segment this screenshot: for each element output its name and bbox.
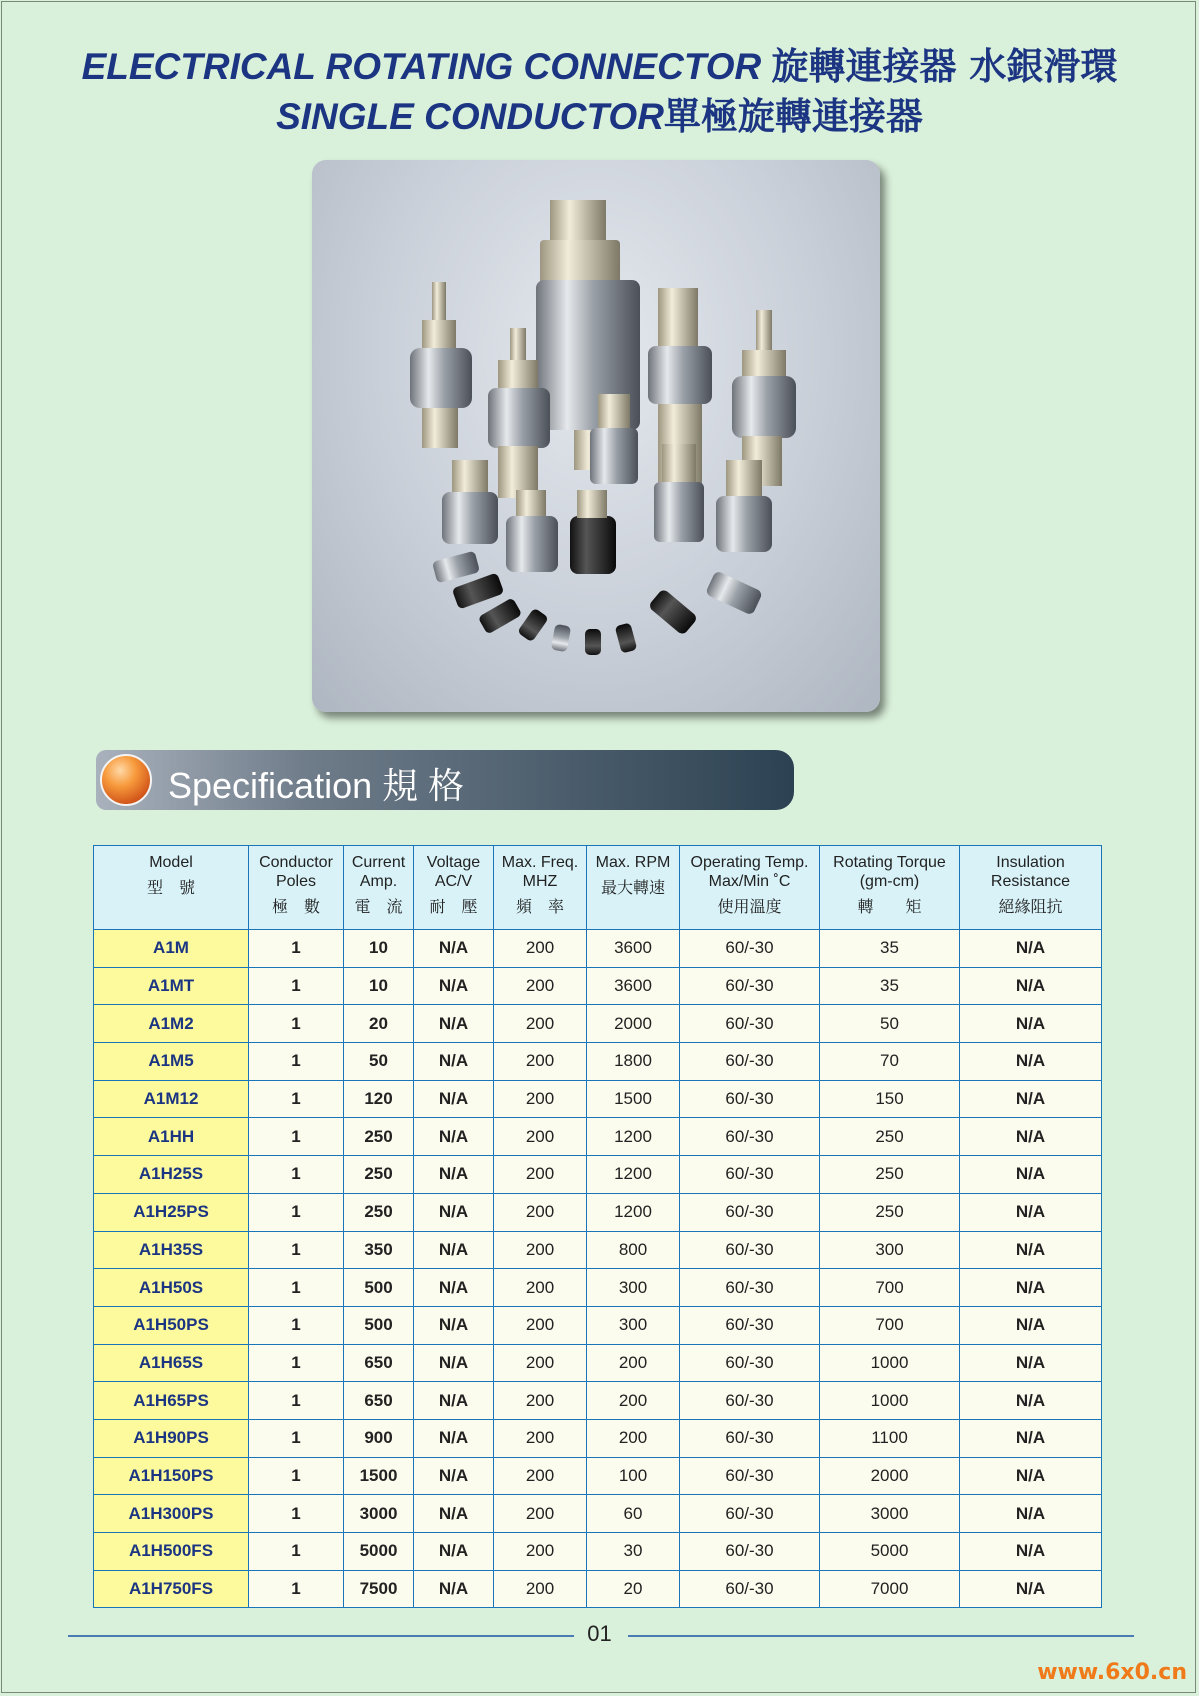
table-cell: 1800 <box>587 1043 680 1081</box>
table-cell: 60/-30 <box>680 1156 820 1194</box>
table-row <box>94 1419 1102 1457</box>
table-cell: 1100 <box>820 1419 960 1457</box>
table-cell: 200 <box>587 1419 680 1457</box>
column-header <box>820 846 960 930</box>
table-cell: N/A <box>960 1156 1102 1194</box>
table-cell: N/A <box>414 1005 494 1043</box>
table-cell: 1500 <box>587 1080 680 1118</box>
table-cell: 200 <box>494 1495 587 1533</box>
column-header-zh: 頻 率 <box>515 897 564 916</box>
table-cell: N/A <box>414 1080 494 1118</box>
table-cell: 200 <box>494 1533 587 1571</box>
table-cell: 60/-30 <box>680 1344 820 1382</box>
table-cell: N/A <box>960 1080 1102 1118</box>
table-cell: N/A <box>414 1382 494 1420</box>
model-cell: A1H25S <box>94 1156 249 1194</box>
table-cell: 60 <box>587 1495 680 1533</box>
table-cell: N/A <box>414 930 494 968</box>
table-cell: 200 <box>494 1457 587 1495</box>
table-cell: 5000 <box>820 1533 960 1571</box>
table-cell: 1 <box>249 1005 344 1043</box>
table-cell: 500 <box>344 1269 414 1307</box>
table-cell: 1200 <box>587 1193 680 1231</box>
table-cell: N/A <box>414 1269 494 1307</box>
table-cell: 1 <box>249 1382 344 1420</box>
model-cell: A1H50PS <box>94 1306 249 1344</box>
table-cell: 60/-30 <box>680 1533 820 1571</box>
table-cell: 200 <box>494 1570 587 1608</box>
table-cell: 50 <box>820 1005 960 1043</box>
table-cell: N/A <box>960 1419 1102 1457</box>
table-cell: 30 <box>587 1533 680 1571</box>
table-cell: N/A <box>414 1156 494 1194</box>
table-cell: 20 <box>344 1005 414 1043</box>
orange-bullet-icon <box>100 754 152 806</box>
table-cell: 200 <box>494 1005 587 1043</box>
table-row <box>94 1156 1102 1194</box>
model-cell: A1H90PS <box>94 1419 249 1457</box>
model-cell: A1H300PS <box>94 1495 249 1533</box>
spec-title: Specification 規 格 <box>168 765 465 806</box>
column-header-en: Max. RPM <box>595 854 671 871</box>
table-cell: N/A <box>414 1043 494 1081</box>
page-number: 01 <box>587 1621 612 1646</box>
table-cell: 200 <box>494 1043 587 1081</box>
table-cell: N/A <box>414 967 494 1005</box>
model-cell: A1H50S <box>94 1269 249 1307</box>
table-cell: 900 <box>344 1419 414 1457</box>
table-row <box>94 1344 1102 1382</box>
table-cell: 3000 <box>344 1495 414 1533</box>
table-cell: 1 <box>249 1419 344 1457</box>
table-cell: 700 <box>820 1269 960 1307</box>
model-cell: A1H500FS <box>94 1533 249 1571</box>
table-cell: N/A <box>414 1533 494 1571</box>
table-cell: N/A <box>414 1118 494 1156</box>
table-cell: 60/-30 <box>680 1495 820 1533</box>
model-cell: A1MT <box>94 967 249 1005</box>
column-header <box>249 846 344 930</box>
table-cell: 700 <box>820 1306 960 1344</box>
model-cell: A1H750FS <box>94 1570 249 1608</box>
watermark: www.6x0.cn <box>1037 1660 1187 1685</box>
column-header-en: Voltage AC/V <box>426 854 481 890</box>
table-cell: N/A <box>414 1457 494 1495</box>
table-cell: 7500 <box>344 1570 414 1608</box>
table-cell: 200 <box>494 1080 587 1118</box>
column-header <box>680 846 820 930</box>
column-header-en: Insulation Resistance <box>990 854 1071 890</box>
table-cell: 60/-30 <box>680 967 820 1005</box>
table-cell: 35 <box>820 967 960 1005</box>
table-cell: 200 <box>587 1344 680 1382</box>
table-row <box>94 1457 1102 1495</box>
table-cell: N/A <box>960 1269 1102 1307</box>
column-header <box>344 846 414 930</box>
model-cell: A1H35S <box>94 1231 249 1269</box>
table-cell: 250 <box>344 1118 414 1156</box>
column-header-zh: 絕緣阻抗 <box>998 897 1063 916</box>
table-cell: 50 <box>344 1043 414 1081</box>
table-cell: 5000 <box>344 1533 414 1571</box>
table-cell: 1000 <box>820 1344 960 1382</box>
table-cell: 1200 <box>587 1118 680 1156</box>
page-title: ELECTRICAL ROTATING CONNECTOR 旋轉連接器 水銀滑環 <box>81 45 1118 88</box>
table-row <box>94 1570 1102 1608</box>
table-cell: 10 <box>344 967 414 1005</box>
table-row <box>94 1005 1102 1043</box>
column-header <box>960 846 1102 930</box>
table-cell: 1 <box>249 1533 344 1571</box>
column-header-en: Current Amp. <box>351 854 406 890</box>
table-cell: 60/-30 <box>680 1382 820 1420</box>
table-cell: 1 <box>249 1344 344 1382</box>
table-cell: 1 <box>249 1269 344 1307</box>
table-cell: 3600 <box>587 967 680 1005</box>
table-row <box>94 1080 1102 1118</box>
column-header-en: Max. Freq. MHZ <box>501 854 579 890</box>
table-cell: 60/-30 <box>680 1231 820 1269</box>
table-cell: 200 <box>494 1231 587 1269</box>
table-cell: 60/-30 <box>680 930 820 968</box>
table-cell: 1 <box>249 1043 344 1081</box>
model-cell: A1M2 <box>94 1005 249 1043</box>
table-cell: 1 <box>249 1306 344 1344</box>
table-row <box>94 1495 1102 1533</box>
table-cell: N/A <box>960 1005 1102 1043</box>
column-header <box>94 846 249 930</box>
table-cell: N/A <box>960 1495 1102 1533</box>
table-cell: N/A <box>414 1495 494 1533</box>
table-cell: 650 <box>344 1382 414 1420</box>
column-header-en: Model <box>149 854 193 871</box>
table-row <box>94 1118 1102 1156</box>
table-cell: 150 <box>820 1080 960 1118</box>
table-cell: 1000 <box>820 1382 960 1420</box>
table-cell: 60/-30 <box>680 1080 820 1118</box>
table-cell: 20 <box>587 1570 680 1608</box>
table-cell: N/A <box>414 1193 494 1231</box>
column-header-zh: 轉 矩 <box>857 897 922 916</box>
table-cell: 1500 <box>344 1457 414 1495</box>
table-cell: N/A <box>414 1344 494 1382</box>
table-cell: N/A <box>960 1382 1102 1420</box>
table-row <box>94 1193 1102 1231</box>
column-header-zh: 最大轉速 <box>600 878 665 897</box>
model-cell: A1H150PS <box>94 1457 249 1495</box>
table-cell: 60/-30 <box>680 1118 820 1156</box>
table-cell: 70 <box>820 1043 960 1081</box>
table-cell: 200 <box>494 1156 587 1194</box>
table-cell: N/A <box>414 1419 494 1457</box>
table-cell: 60/-30 <box>680 1005 820 1043</box>
column-header-zh: 型 號 <box>146 878 195 897</box>
spec-table <box>93 845 1102 1608</box>
column-header-zh: 耐 壓 <box>429 897 478 916</box>
table-cell: 1 <box>249 1156 344 1194</box>
table-cell: 60/-30 <box>680 1193 820 1231</box>
table-cell: 1200 <box>587 1156 680 1194</box>
connectors-illustration <box>312 160 880 712</box>
table-cell: 300 <box>587 1269 680 1307</box>
table-cell: N/A <box>960 1457 1102 1495</box>
table-cell: 200 <box>494 1118 587 1156</box>
table-cell: 3000 <box>820 1495 960 1533</box>
table-cell: 1 <box>249 1570 344 1608</box>
table-cell: N/A <box>414 1231 494 1269</box>
table-row <box>94 1533 1102 1571</box>
table-row <box>94 1043 1102 1081</box>
table-cell: N/A <box>960 1533 1102 1571</box>
model-cell: A1HH <box>94 1118 249 1156</box>
table-cell: 200 <box>494 1193 587 1231</box>
table-cell: 200 <box>494 1269 587 1307</box>
table-cell: N/A <box>960 967 1102 1005</box>
table-cell: 1 <box>249 967 344 1005</box>
table-cell: N/A <box>960 1344 1102 1382</box>
table-cell: N/A <box>960 1043 1102 1081</box>
table-cell: 10 <box>344 930 414 968</box>
table-cell: 2000 <box>820 1457 960 1495</box>
table-cell: N/A <box>960 930 1102 968</box>
table-cell: 35 <box>820 930 960 968</box>
table-cell: 650 <box>344 1344 414 1382</box>
table-cell: 60/-30 <box>680 1457 820 1495</box>
table-cell: 200 <box>494 1419 587 1457</box>
table-cell: 200 <box>494 1306 587 1344</box>
table-cell: 120 <box>344 1080 414 1118</box>
table-cell: 250 <box>820 1193 960 1231</box>
column-header-zh: 電 流 <box>354 897 403 916</box>
column-header-zh: 極 數 <box>271 897 320 916</box>
table-row <box>94 1269 1102 1307</box>
table-cell: 7000 <box>820 1570 960 1608</box>
table-cell: 200 <box>587 1382 680 1420</box>
table-cell: 100 <box>587 1457 680 1495</box>
table-cell: 60/-30 <box>680 1306 820 1344</box>
column-header-en: Operating Temp. Max/Min ˚C <box>690 854 809 890</box>
table-row <box>94 930 1102 968</box>
table-cell: N/A <box>960 1570 1102 1608</box>
table-cell: 1 <box>249 1080 344 1118</box>
table-row <box>94 967 1102 1005</box>
column-header-zh: 使用溫度 <box>717 897 782 916</box>
model-cell: A1H25PS <box>94 1193 249 1231</box>
table-cell: 1 <box>249 930 344 968</box>
model-cell: A1M12 <box>94 1080 249 1118</box>
table-cell: 1 <box>249 1495 344 1533</box>
table-cell: 1 <box>249 1118 344 1156</box>
table-cell: 250 <box>344 1156 414 1194</box>
table-cell: 800 <box>587 1231 680 1269</box>
column-header <box>414 846 494 930</box>
table-cell: 250 <box>820 1118 960 1156</box>
table-cell: 1 <box>249 1457 344 1495</box>
column-header <box>587 846 680 930</box>
table-cell: N/A <box>414 1570 494 1608</box>
table-cell: 300 <box>587 1306 680 1344</box>
table-cell: N/A <box>960 1306 1102 1344</box>
model-cell: A1M5 <box>94 1043 249 1081</box>
table-cell: 60/-30 <box>680 1043 820 1081</box>
table-cell: 3600 <box>587 930 680 968</box>
table-cell: 300 <box>820 1231 960 1269</box>
table-cell: 2000 <box>587 1005 680 1043</box>
table-cell: 250 <box>344 1193 414 1231</box>
table-row <box>94 1306 1102 1344</box>
table-cell: 60/-30 <box>680 1570 820 1608</box>
model-cell: A1H65S <box>94 1344 249 1382</box>
table-cell: N/A <box>414 1306 494 1344</box>
table-cell: 200 <box>494 1382 587 1420</box>
table-cell: 200 <box>494 967 587 1005</box>
model-cell: A1M <box>94 930 249 968</box>
table-cell: 200 <box>494 1344 587 1382</box>
column-header <box>494 846 587 930</box>
table-cell: N/A <box>960 1231 1102 1269</box>
product-photo <box>312 160 880 712</box>
column-header-en: Rotating Torque (gm-cm) <box>833 854 946 890</box>
table-cell: 60/-30 <box>680 1419 820 1457</box>
model-cell: A1H65PS <box>94 1382 249 1420</box>
table-cell: N/A <box>960 1193 1102 1231</box>
page-subtitle: SINGLE CONDUCTOR單極旋轉連接器 <box>276 95 923 138</box>
table-cell: 1 <box>249 1231 344 1269</box>
table-cell: 200 <box>494 930 587 968</box>
table-cell: 1 <box>249 1193 344 1231</box>
table-cell: 250 <box>820 1156 960 1194</box>
table-cell: 350 <box>344 1231 414 1269</box>
table-cell: 500 <box>344 1306 414 1344</box>
table-cell: N/A <box>960 1118 1102 1156</box>
table-row <box>94 1382 1102 1420</box>
table-row <box>94 1231 1102 1269</box>
table-cell: 60/-30 <box>680 1269 820 1307</box>
column-header-en: Conductor Poles <box>259 854 333 890</box>
